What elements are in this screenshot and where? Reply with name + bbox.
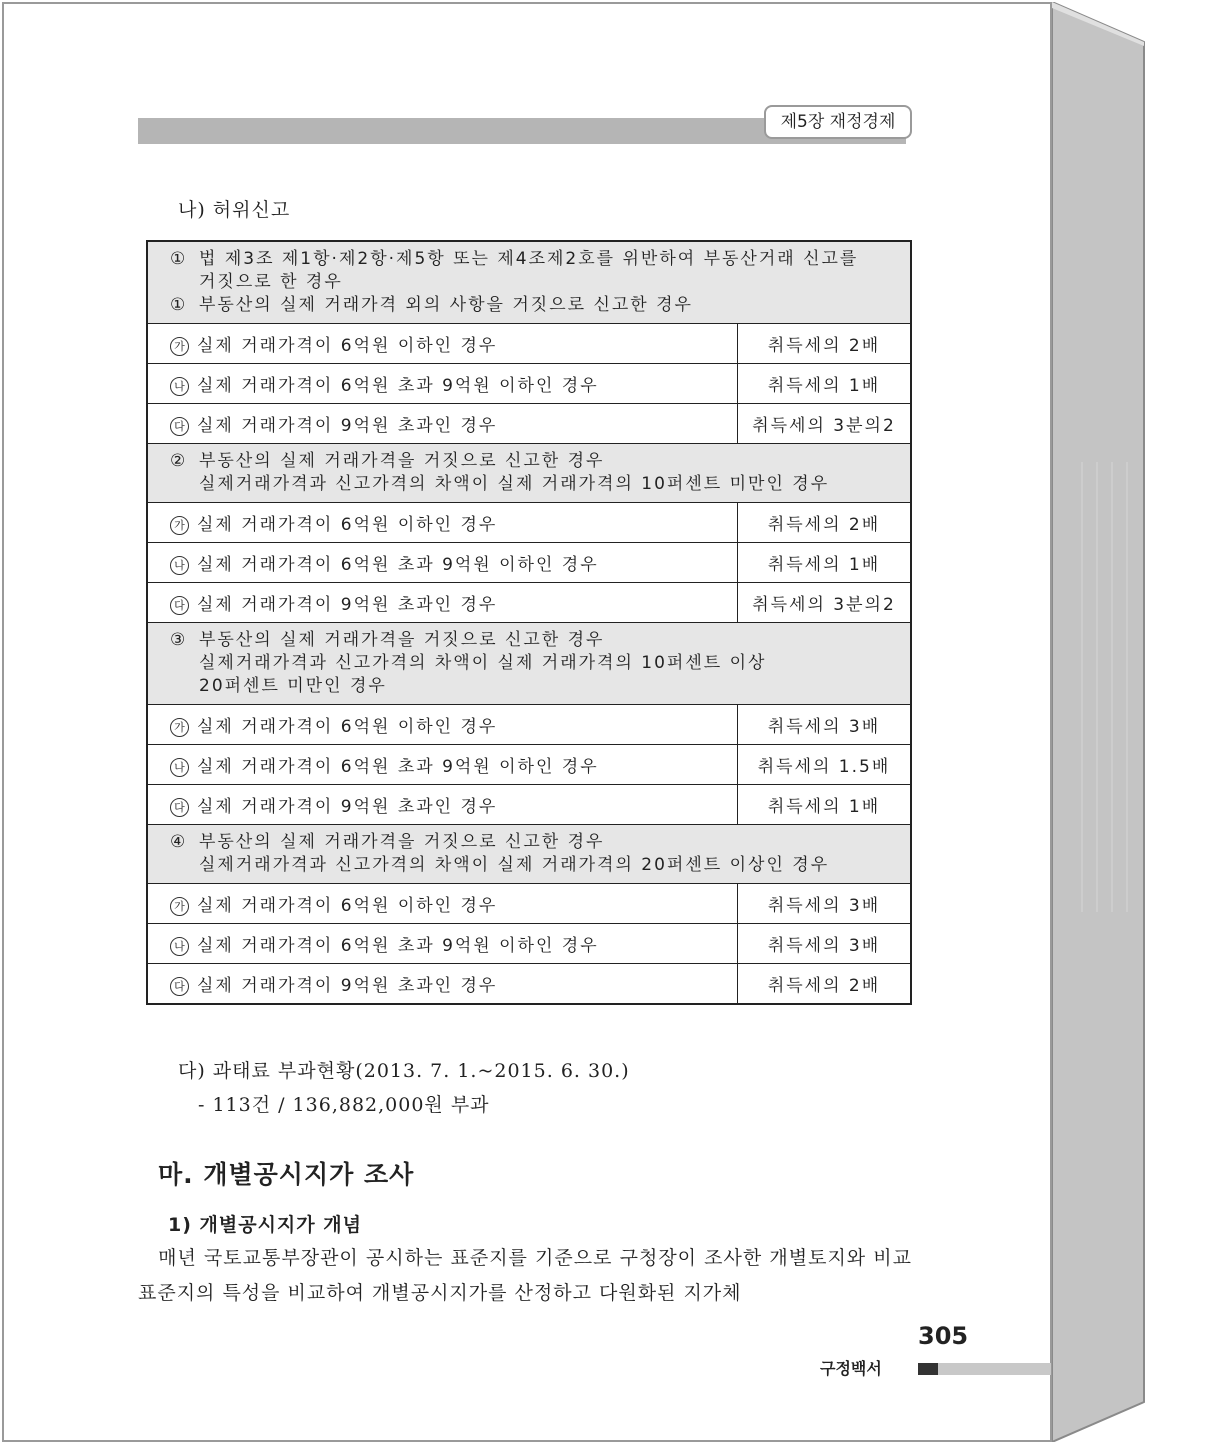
circled-marker: 다 [170,417,189,436]
table-row [147,745,911,785]
table-row [147,583,911,623]
circled-marker: 나 [170,556,189,575]
condition-cell [147,404,738,444]
penalty-amount-cell: 취득세의 3배 [738,924,912,964]
book-title: 구정백서 [820,1359,882,1378]
penalty-amount-cell: 취득세의 1배 [738,785,912,825]
group-line-text: 부동산의 실제 거래가격을 거짓으로 신고한 경우 [199,451,605,471]
group-line-text: 부동산의 실제 거래가격을 거짓으로 신고한 경우 [199,832,605,852]
penalty-amount-cell: 취득세의 3배 [738,705,912,745]
table-row [147,705,911,745]
group-line [170,271,910,294]
group-line [170,854,910,877]
table-row [147,785,911,825]
table-row [147,924,911,964]
table-row [147,964,911,1005]
group-marker: ② [170,451,188,471]
group-line-text: 실제거래가격과 신고가격의 차액이 실제 거래가격의 10퍼센트 미만인 경우 [199,474,830,494]
circled-marker: 다 [170,798,189,817]
table-row [147,503,911,543]
condition-text: 실제 거래가격이 9억원 초과인 경우 [197,595,498,615]
condition-cell [147,745,738,785]
condition-cell [147,705,738,745]
circled-marker: 가 [170,337,189,356]
group-line-text: 거짓으로 한 경우 [199,272,343,292]
group-marker: ④ [170,832,188,852]
condition-cell [147,964,738,1005]
group-line [170,831,910,854]
group-line [170,675,910,698]
condition-text: 실제 거래가격이 6억원 초과 9억원 이하인 경우 [197,936,599,956]
group-marker: ③ [170,630,188,650]
group-line-text: 실제거래가격과 신고가격의 차액이 실제 거래가격의 20퍼센트 이상인 경우 [199,855,830,875]
group-description [147,241,911,324]
section-heading-da: 다) 과태료 부과현황(2013. 7. 1.~2015. 6. 30.) [178,1060,630,1082]
group-marker: ① [170,295,188,315]
condition-text: 실제 거래가격이 6억원 초과 9억원 이하인 경우 [197,376,599,396]
group-marker: ① [170,249,188,269]
circled-marker: 가 [170,516,189,535]
condition-cell [147,324,738,364]
circled-marker: 가 [170,897,189,916]
penalty-summary: - 113건 / 136,882,000원 부과 [198,1094,490,1116]
table-group-header [147,241,911,324]
table-group-header [147,825,911,884]
penalty-amount-cell: 취득세의 3분의2 [738,404,912,444]
condition-text: 실제 거래가격이 6억원 초과 9억원 이하인 경우 [197,555,599,575]
table-row [147,543,911,583]
circled-marker: 나 [170,758,189,777]
section-title: 마. 개별공시지가 조사 [158,1160,415,1189]
condition-cell [147,364,738,404]
circled-marker: 다 [170,596,189,615]
penalty-amount-cell: 취득세의 1배 [738,364,912,404]
footer-bar [938,1363,1051,1375]
penalty-amount-cell: 취득세의 2배 [738,503,912,543]
penalty-amount-cell: 취득세의 2배 [738,964,912,1005]
table-row [147,364,911,404]
table-row [147,884,911,924]
condition-text: 실제 거래가격이 6억원 이하인 경우 [197,336,498,356]
book-page-edges [1052,2,1152,1442]
circled-marker: 나 [170,377,189,396]
condition-cell [147,543,738,583]
group-line [170,294,910,317]
condition-text: 실제 거래가격이 6억원 이하인 경우 [197,717,498,737]
condition-cell [147,503,738,543]
condition-text: 실제 거래가격이 9억원 초과인 경우 [197,416,498,436]
condition-text: 실제 거래가격이 9억원 초과인 경우 [197,797,498,817]
penalty-amount-cell: 취득세의 3배 [738,884,912,924]
condition-text: 실제 거래가격이 9억원 초과인 경우 [197,976,498,996]
group-line-text: 실제거래가격과 신고가격의 차액이 실제 거래가격의 10퍼센트 이상 [199,653,767,673]
penalty-amount-cell: 취득세의 3분의2 [738,583,912,623]
group-line [170,450,910,473]
table-group-header [147,623,911,705]
circled-marker: 가 [170,718,189,737]
condition-cell [147,785,738,825]
condition-text: 실제 거래가격이 6억원 이하인 경우 [197,515,498,535]
group-line [170,248,910,271]
condition-text: 실제 거래가격이 6억원 초과 9억원 이하인 경우 [197,757,599,777]
group-line-text: 부동산의 실제 거래가격을 거짓으로 신고한 경우 [199,630,605,650]
group-description [147,444,911,503]
circled-marker: 다 [170,977,189,996]
page-number: 305 [918,1322,969,1350]
footer-bar-marker [918,1363,938,1375]
group-line [170,473,910,496]
condition-cell [147,583,738,623]
chapter-tab: 제5장 재정경제 [764,105,912,139]
table-row [147,324,911,364]
group-description [147,825,911,884]
section-heading-na: 나) 허위신고 [178,199,291,221]
group-line [170,652,910,675]
penalty-amount-cell: 취득세의 1배 [738,543,912,583]
circled-marker: 나 [170,937,189,956]
penalty-table [146,240,912,1005]
group-line-text: 부동산의 실제 거래가격 외의 사항을 거짓으로 신고한 경우 [199,295,693,315]
table-group-header [147,444,911,503]
penalty-amount-cell: 취득세의 2배 [738,324,912,364]
condition-text: 실제 거래가격이 6억원 이하인 경우 [197,896,498,916]
group-description [147,623,911,705]
table-row [147,404,911,444]
group-line-text: 법 제3조 제1항·제2항·제5항 또는 제4조제2호를 위반하여 부동산거래 신고를 [199,249,859,269]
condition-cell [147,884,738,924]
subsection-title: 1) 개별공시지가 개념 [168,1214,362,1236]
group-line-text: 20퍼센트 미만인 경우 [199,676,387,696]
condition-cell [147,924,738,964]
body-paragraph: 매년 국토교통부장관이 공시하는 표준지를 기준으로 구청장이 조사한 개별토지와 비교표준지의 특성을 비교하여 개별공시지가를 산정하고 다원화된 지가체 [138,1247,912,1304]
group-line [170,629,910,652]
penalty-amount-cell: 취득세의 1.5배 [738,745,912,785]
